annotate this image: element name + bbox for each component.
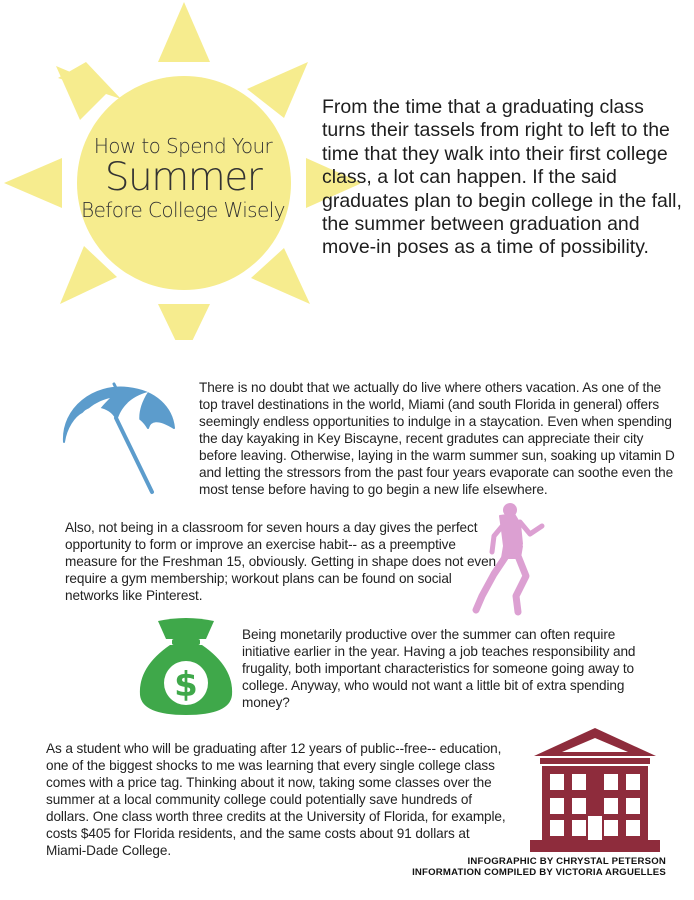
staycation-paragraph: There is no doubt that we actually do live where others vacation. As one of the top travel destinations in the world, Miami (and south Florida in general) offers seemingly endless opportunities to indulge in a staycation. Even when spending the day kayaking in Key Biscayne, recent gradutes can appreciate their city before leaving. Otherwise, laying in the warm summer sun, soaking up vitamin D and letting the stressors from the past four years evaporate can soothe even the most tense before having to go begin a new life elsewhere. [199, 380, 675, 497]
dollar-sign: $ [174, 665, 198, 705]
school-building-icon [530, 728, 660, 852]
infographic-title [80, 134, 286, 222]
credit-information: INFORMATION COMPILED BY VICTORIA ARGUELLES [412, 867, 666, 878]
job-paragraph: Being monetarily productive over the summer can often require initiative earlier in the year. Having a job teaches responsibility and frugality, both important characteristics for someone going away to college. Anyway, who would not want a little bit of extra spending money? [242, 627, 636, 710]
title-line-2: Summer [104, 155, 262, 200]
runner-icon [470, 500, 558, 620]
college-cost-paragraph: As a student who will be graduating after 12 years of public--free-- education, one of the biggest shocks to me was learning that every single college class comes with a price tag. Thinking about it now, taking some classes over the summer at a local community college could potentially save hundreds of dollars. One class worth three credits at the University of Florida, for example, costs $405 for Florida residents, and the same costs about 91 dollars at Miami-Dade College. [46, 741, 506, 858]
credit-infographic: INFOGRAPHIC BY CHRYSTAL PETERSON [467, 856, 666, 867]
title-line-3: Before College Wisely [81, 198, 285, 222]
beach-umbrella-icon [52, 378, 180, 496]
credits [412, 856, 666, 878]
exercise-paragraph: Also, not being in a classroom for seven hours a day gives the perfect opportunity to form or improve an exercise habit-- as a preemptive measure for the Freshman 15, obviously. Getting in shape does not even require a gym membership; workout plans can be found on social networks like Pinterest. [65, 520, 497, 603]
money-bag-icon [138, 615, 234, 717]
title-line-1: How to Spend Your [93, 134, 273, 158]
intro-paragraph: From the time that a graduating class turns their tassels from right to left to the time that they walk into their first college class, a lot can happen. If the said graduates plan to begin college in the fall, the summer between graduation and move-in poses as a time of possibility. [322, 96, 682, 259]
